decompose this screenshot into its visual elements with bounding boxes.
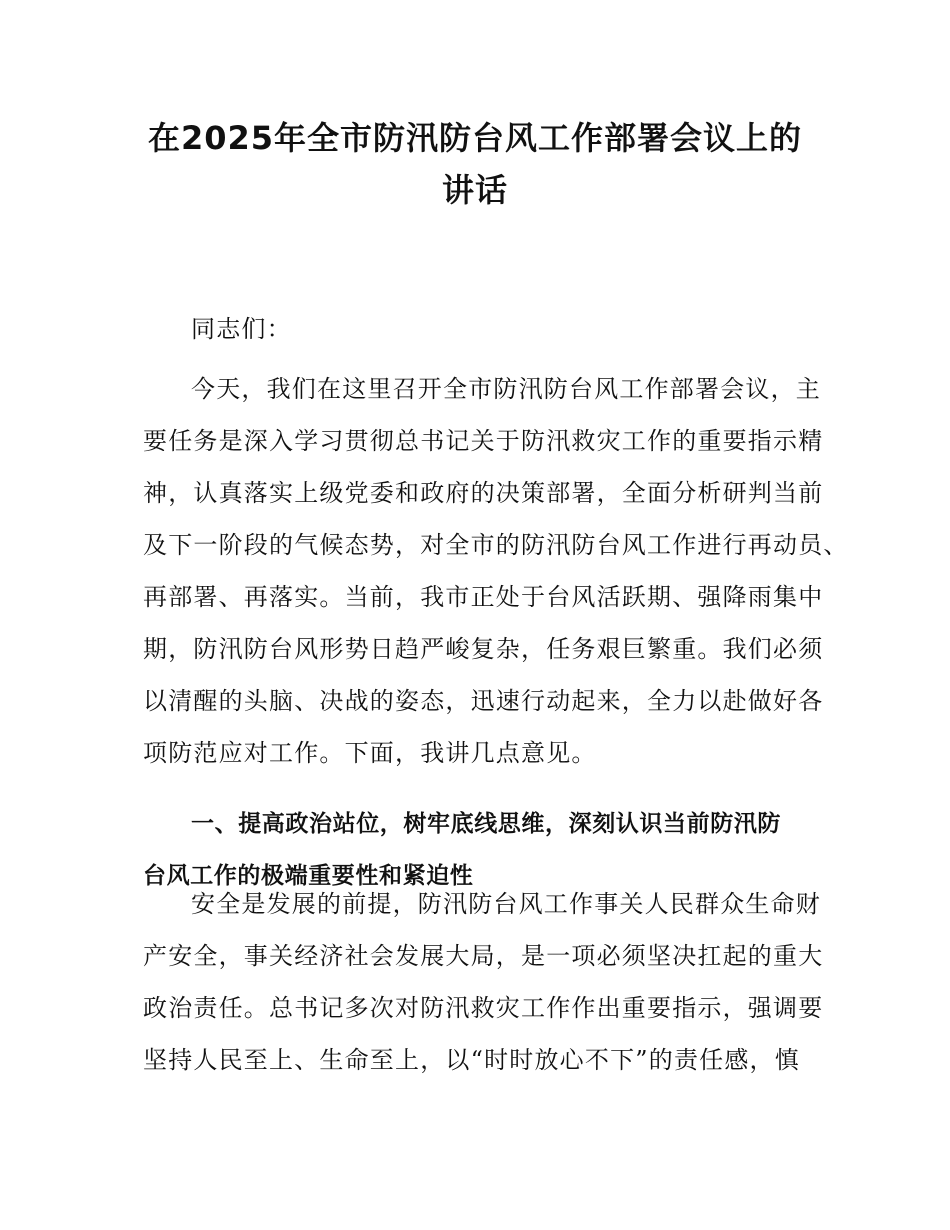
paragraph-line: 项防范应对工作。下面，我讲几点意见。 <box>143 739 597 767</box>
paragraph-line: 产安全，事关经济社会发展大局，是一项必须坚决扛起的重大 <box>143 942 824 970</box>
paragraph-line: 及下一阶段的气候态势，对全市的防汛防台风工作进行再动员、 <box>143 531 849 559</box>
title-line: 讲话 <box>441 171 508 209</box>
paragraph-intro <box>143 363 849 779</box>
paragraph-line: 神，认真落实上级党委和政府的决策部署，全面分析研判当前 <box>143 479 824 507</box>
heading-line: 台风工作的极端重要性和紧迫性 <box>143 863 474 889</box>
paragraph-line: 政治责任。总书记多次对防汛救灾工作作出重要指示，强调要 <box>143 994 824 1022</box>
heading-line: 一、提高政治站位，树牢底线思维，深刻认识当前防汛防 <box>191 811 781 837</box>
paragraph-section-1 <box>143 878 824 1086</box>
document-title <box>120 112 830 216</box>
salutation-text: 同志们： <box>191 315 292 343</box>
salutation <box>143 303 811 355</box>
paragraph-line: 安全是发展的前提，防汛防台风工作事关人民群众生命财 <box>191 890 821 918</box>
paragraph-line: 今天，我们在这里召开全市防汛防台风工作部署会议，主 <box>191 375 821 403</box>
paragraph-line: 期，防汛防台风形势日趋严峻复杂，任务艰巨繁重。我们必须 <box>143 635 824 663</box>
paragraph-line: 坚持人民至上、生命至上，以“时时放心不下”的责任感，慎 <box>143 1046 800 1074</box>
title-line: 在2025年全市防汛防台风工作部署会议上的 <box>147 119 803 157</box>
paragraph-line: 以清醒的头脑、决战的姿态，迅速行动起来，全力以赴做好各 <box>143 687 824 715</box>
paragraph-line: 再部署、再落实。当前，我市正处于台风活跃期、强降雨集中 <box>143 583 824 611</box>
paragraph-line: 要任务是深入学习贯彻总书记关于防汛救灾工作的重要指示精 <box>143 427 824 455</box>
